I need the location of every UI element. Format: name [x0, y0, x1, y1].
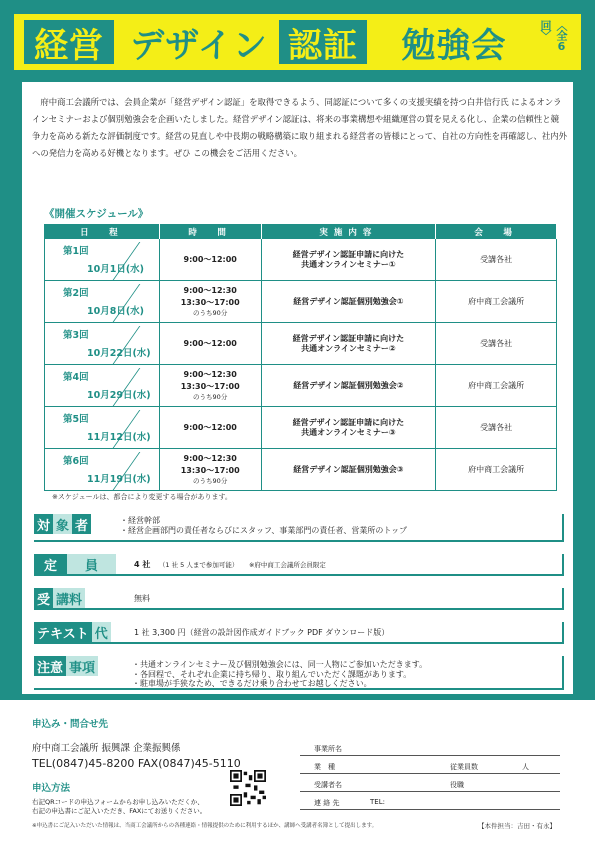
session-date: 10月29日(水) — [87, 389, 151, 401]
target-text — [120, 516, 407, 535]
title-part-2: デザイン — [130, 25, 268, 66]
title-banner — [14, 14, 581, 70]
fee-value: 無料 — [134, 594, 150, 603]
venue-cell: 受講各社 — [436, 323, 557, 365]
session-date: 11月12日(水) — [87, 431, 151, 443]
form-row-company[interactable] — [300, 738, 560, 756]
contact-block — [32, 716, 262, 816]
time-secondary: 13:30～17:00 — [180, 298, 240, 307]
form-title-label: 役職 — [450, 781, 464, 789]
session-number: 第3回 — [63, 329, 89, 341]
content-panel — [22, 82, 573, 694]
contact-tel: TEL(0847)45-8200 FAX(0847)45-5110 — [32, 757, 241, 770]
textbook-label — [34, 622, 111, 642]
form-row-industry[interactable] — [300, 756, 560, 774]
content-line-2: 共通オンラインセミナー③ — [301, 427, 396, 437]
content-line-1: 経営デザイン認証個別勉強会① — [293, 296, 404, 306]
session-number: 第5回 — [63, 413, 89, 425]
footer — [0, 700, 595, 841]
session-number: 第2回 — [63, 287, 89, 299]
capacity-value: 4 社 — [134, 560, 151, 569]
content-line-2: 共通オンラインセミナー① — [301, 259, 396, 269]
fee-label — [34, 588, 85, 608]
notes-label-1: 注意 — [34, 656, 66, 676]
privacy-note: ※申込書にご記入いただいた情報は、当商工会議所からの各種連絡・情報提供のために利用するほか、講師へ受講者名簿として提出します。 — [32, 823, 378, 829]
contact-heading: 申込み・問合せ先 — [32, 719, 109, 730]
time-cell — [159, 281, 261, 323]
content-cell — [261, 323, 436, 365]
venue-cell: 受講各社 — [436, 239, 557, 281]
staff-note: 【本件担当：吉田・有永】 — [478, 822, 556, 830]
target-label — [34, 514, 91, 534]
schedule-row — [45, 239, 557, 281]
schedule-row — [45, 365, 557, 407]
contact-org: 府中商工会議所 振興課 企業振興係 — [32, 743, 181, 754]
time-main: 9:00～12:00 — [183, 422, 237, 432]
form-employees-label: 従業員数 — [450, 763, 478, 771]
form-industry-label: 業 種 — [314, 763, 335, 771]
notes-line-1: ・共通オンラインセミナー及び個別勉強会には、同一人物にご参加いただきます。 — [132, 660, 428, 669]
fee-label-1: 受 — [34, 588, 53, 608]
intro-text: 府中商工会議所では、会員企業が「経営デザイン認証」を取得できるよう、同認証について多くの支援実績を持つ白井信行氏 によるオンラインセミナーおよび個別勉強会を企画いたしました。経営デザイン認証は、将来の事業構想や組織運営の質を見える化し、企業の信頼性と競争力を高める新たな評価制度です。経営の見直しや中長期の戦略構築に取り組まれる経営者の皆様にとって、自社の方向性を再確認し、社内外への発信力を高める好機となります。ぜひ この機会をご活用ください。 — [32, 97, 567, 158]
schedule-heading: 《開催スケジュール》 — [44, 208, 149, 220]
qr-code-icon[interactable] — [230, 770, 266, 806]
application-form — [300, 738, 560, 810]
time-main: 9:00～12:00 — [183, 338, 237, 348]
venue-cell: 府中商工会議所 — [436, 281, 557, 323]
session-date: 10月22日(水) — [87, 347, 151, 359]
target-label-3: 者 — [72, 514, 91, 534]
session-date: 10月1日(水) — [87, 263, 145, 275]
target-section — [34, 514, 564, 542]
capacity-label-1: 定 — [34, 554, 67, 574]
title-part-3: 認証 — [279, 20, 367, 64]
notes-section — [34, 656, 564, 690]
date-cell — [45, 239, 160, 281]
notes-label — [34, 656, 98, 676]
venue-cell: 受講各社 — [436, 407, 557, 449]
notes-label-2: 事項 — [66, 656, 98, 676]
form-company-label: 事業所名 — [314, 745, 342, 753]
title-series: 〈全6回〉 — [539, 20, 568, 52]
time-main: 9:00～12:30 — [183, 286, 237, 295]
time-cell — [159, 365, 261, 407]
capacity-label-2: 員 — [67, 554, 116, 574]
form-unit: 人 — [522, 763, 529, 771]
capacity-note: ※府中商工会議所会員限定 — [248, 561, 326, 569]
time-note: のうち90分 — [193, 309, 228, 317]
notes-line-2: ・各回程で、それぞれ企業に持ち帰り、取り組んでいただく課題があります。 — [132, 669, 412, 679]
apply-heading: 申込方法 — [32, 783, 71, 794]
apply-line-1: 右記QRコードの申込フォームからお申し込みいただくか、 — [32, 798, 204, 806]
title-part-4: 勉強会 — [401, 25, 507, 66]
notes-text — [132, 660, 427, 689]
target-line-1: ・経営幹部 — [120, 516, 160, 525]
target-line-2: ・経営企画部門の責任者ならびにスタッフ、事業部門の責任者、営業所のトップ — [120, 525, 408, 535]
header-time: 時 間 — [159, 225, 261, 239]
capacity-label — [34, 554, 116, 574]
venue-cell: 府中商工会議所 — [436, 365, 557, 407]
session-number: 第6回 — [63, 455, 89, 467]
header-date: 日 程 — [45, 225, 160, 239]
apply-text — [32, 798, 262, 816]
form-person-label: 受講者名 — [314, 781, 342, 789]
header-content: 実施内容 — [261, 225, 436, 239]
time-cell — [159, 449, 261, 491]
target-label-1: 対 — [34, 514, 53, 534]
date-cell — [45, 407, 160, 449]
content-line-1: 経営デザイン認証申請に向けた — [292, 333, 405, 343]
schedule-note: ※スケジュールは、都合により変更する場合があります。 — [52, 493, 232, 501]
content-line-2: 共通オンラインセミナー② — [301, 343, 396, 353]
capacity-sub: （1 社 5 人まで参加可能） — [158, 561, 239, 569]
textbook-label-2: 代 — [92, 622, 111, 642]
time-secondary: 13:30～17:00 — [180, 466, 240, 475]
content-cell — [261, 449, 436, 491]
date-cell — [45, 281, 160, 323]
textbook-label-1: テキスト — [34, 622, 92, 642]
content-line-1: 経営デザイン認証個別勉強会③ — [293, 464, 404, 474]
time-main: 9:00～12:30 — [183, 454, 237, 463]
content-line-1: 経営デザイン認証申請に向けた — [292, 249, 405, 259]
schedule-row — [45, 281, 557, 323]
schedule-row — [45, 323, 557, 365]
fee-label-2: 講料 — [53, 588, 85, 608]
venue-cell: 府中商工会議所 — [436, 449, 557, 491]
schedule-header-row — [45, 225, 557, 239]
date-cell — [45, 365, 160, 407]
target-label-2: 象 — [53, 514, 72, 534]
session-date: 11月19日(水) — [87, 473, 151, 485]
content-line-1: 経営デザイン認証個別勉強会② — [293, 380, 404, 390]
textbook-section — [34, 622, 564, 644]
content-cell — [261, 365, 436, 407]
content-cell — [261, 239, 436, 281]
time-cell — [159, 323, 261, 365]
time-note: のうち90分 — [193, 477, 228, 485]
time-main: 9:00～12:30 — [183, 370, 237, 379]
schedule-table — [44, 224, 557, 491]
date-cell — [45, 323, 160, 365]
schedule-row — [45, 449, 557, 491]
time-secondary: 13:30～17:00 — [180, 382, 240, 391]
form-row-person[interactable] — [300, 774, 560, 792]
form-row-contact[interactable] — [300, 792, 560, 810]
capacity-text — [134, 560, 326, 571]
content-cell — [261, 281, 436, 323]
form-contact-label: 連 絡 先 — [314, 799, 340, 807]
content-line-1: 経営デザイン認証申請に向けた — [292, 417, 405, 427]
time-main: 9:00～12:00 — [183, 254, 237, 264]
schedule-row — [45, 407, 557, 449]
apply-line-2: 右記の申込書にご記入いただき、FAXにてお送りください。 — [32, 807, 207, 815]
textbook-value: 1 社 3,300 円（経営の設計図作成ガイドブック PDF ダウンロード版） — [134, 628, 390, 637]
capacity-section — [34, 554, 564, 576]
header-venue: 会 場 — [436, 225, 557, 239]
time-cell — [159, 407, 261, 449]
fee-section — [34, 588, 564, 610]
session-date: 10月8日(水) — [87, 305, 145, 317]
notes-line-3: ・駐車場が手狭なため、できるだけ乗り合わせてお越しください。 — [132, 679, 372, 688]
session-number: 第4回 — [63, 371, 89, 383]
form-tel-label: TEL: — [370, 798, 385, 806]
time-note: のうち90分 — [193, 393, 228, 401]
time-cell — [159, 239, 261, 281]
date-cell — [45, 449, 160, 491]
title-part-1: 経営 — [24, 20, 114, 64]
session-number: 第1回 — [63, 245, 89, 257]
content-cell — [261, 407, 436, 449]
